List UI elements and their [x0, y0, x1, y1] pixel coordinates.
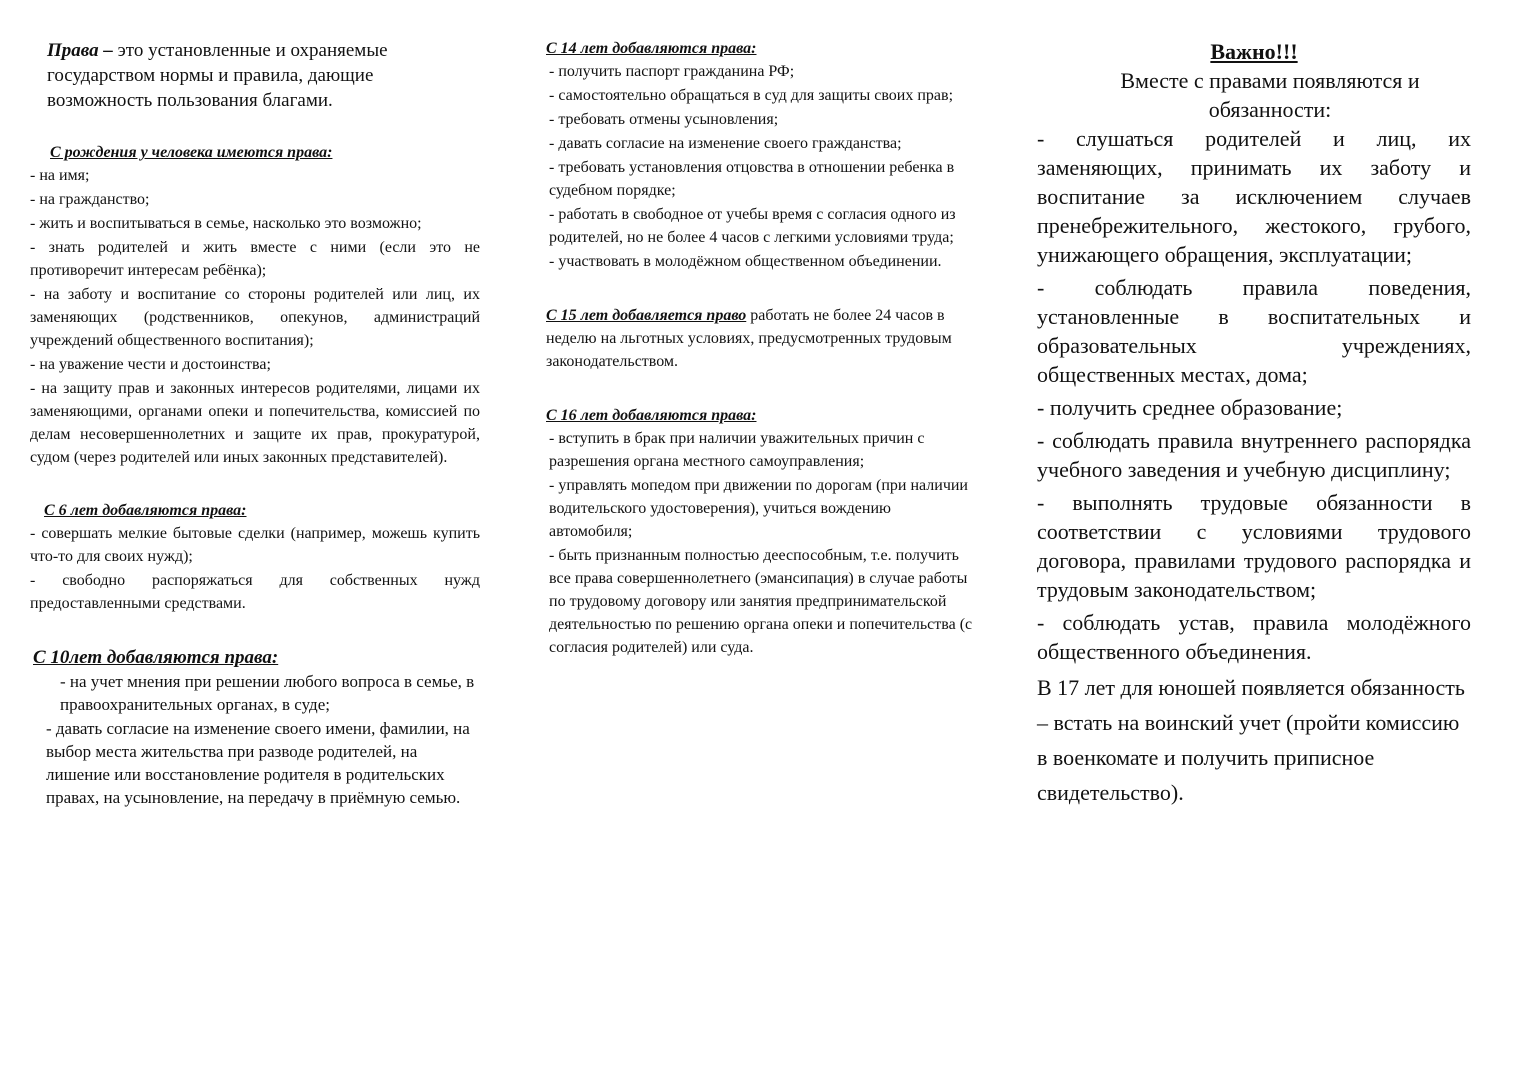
list-item: - давать согласие на изменение своего гражданства; [549, 135, 902, 152]
column-left [30, 0, 480, 810]
six-years-rights-list [30, 522, 480, 615]
fourteen-years-rights-list [546, 60, 978, 273]
list-item: - вступить в брак при наличии уважительных причин с разрешения органа местного самоуправления; [549, 430, 925, 470]
list-item: - выполнять трудовые обязанности в соответствии с условиями трудового договора, правилами трудового распорядка и трудовым законодательством; [1037, 490, 1471, 602]
ten-years-rights-list [30, 670, 480, 809]
list-item: - совершать мелкие бытовые сделки (например, можешь купить что-то для своих нужд); [30, 525, 480, 565]
section-heading-16-years: С 16 лет добавляются права: [546, 407, 757, 424]
list-item: - управлять мопедом при движении по дорогам (при наличии водительского удостоверения), учиться вождению автомобиля; [549, 477, 968, 540]
list-item: - свободно распоряжаться для собственных нужд предоставленными средствами. [30, 572, 480, 612]
military-registration-note: В 17 лет для юношей появляется обязанность – встать на воинский учет (пройти комиссию в военкомате и получить приписное свидетельство). [1037, 675, 1465, 805]
list-item: - самостоятельно обращаться в суд для защиты своих прав; [549, 87, 954, 104]
list-item: - знать родителей и жить вместе с ними (если это не противоречит интересам ребёнка); [30, 239, 480, 279]
list-item: - работать в свободное от учебы время с согласия одного из родителей, но не более 4 часов с легкими условиями труда; [549, 206, 956, 246]
section-heading-14-years: С 14 лет добавляются права: [546, 40, 757, 57]
list-item: - давать согласие на изменение своего имени, фамилии, на выбор места жительства при разводе родителей, на лишение или восстановление родителя в родительских правах, на усыновление, на передачу в приёмную семью. [46, 719, 470, 807]
duties-subtitle: Вместе с правами появляются и обязанности: [1120, 68, 1420, 122]
list-item: - быть признанным полностью дееспособным, т.е. получить все права совершеннолетнего (эмансипация) в случае работы по трудовому договору или занятия предпринимательской деятельностью по решению органа опеки и попечительства (с согласия родителей) или суда. [549, 547, 973, 656]
list-item: - получить среднее образование; [1037, 395, 1343, 420]
fifteen-years-paragraph [546, 304, 978, 373]
section-heading-birth: С рождения у человека имеются права: [50, 144, 333, 161]
birth-rights-list [30, 164, 480, 469]
list-item: - жить и воспитываться в семье, насколько это возможно; [30, 215, 422, 232]
list-item: - слушаться родителей и лиц, их заменяющих, принимать их заботу и воспитание за исключением случаев пренебрежительного, жестокого, грубого, унижающего обращения, эксплуатации; [1037, 126, 1471, 267]
list-item: - участвовать в молодёжном общественном объединении. [549, 253, 942, 270]
rights-term: Права – [47, 40, 113, 61]
section-heading-6-years: С 6 лет добавляются права: [44, 502, 247, 519]
fifteen-years-text: работать не более 24 часов в неделю на льготных условиях, предусмотренных трудовым законодательством. [546, 307, 952, 370]
list-item: - требовать установления отцовства в отношении ребенка в судебном порядке; [549, 159, 955, 199]
list-item: - на защиту прав и законных интересов родителями, лицами их заменяющими, органами опеки и попечительства, комиссией по делам несовершеннолетних и защите их прав, прокуратурой, судом (через родителей или иных законных представителей). [30, 380, 480, 466]
list-item: - соблюдать правила внутреннего распорядка учебного заведения и учебную дисциплину; [1037, 428, 1471, 482]
rights-definition-text: это установленные и охраняемые государством нормы и правила, дающие возможность пользования благами. [47, 40, 388, 111]
sixteen-years-rights-list [546, 427, 978, 659]
list-item: - соблюдать правила поведения, установленные в воспитательных и образовательных учреждениях, общественных местах, дома; [1037, 275, 1471, 387]
duties-list [1037, 124, 1471, 666]
list-item: - соблюдать устав, правила молодёжного общественного объединения. [1037, 610, 1471, 664]
list-item: - на уважение чести и достоинства; [30, 356, 271, 373]
list-item: - на имя; [30, 167, 90, 184]
list-item: - получить паспорт гражданина РФ; [549, 63, 795, 80]
rights-definition [30, 38, 480, 113]
important-heading: Важно!!! [1210, 39, 1298, 64]
column-middle [546, 0, 978, 660]
column-right [1037, 0, 1471, 810]
list-item: - на заботу и воспитание со стороны родителей или лиц, их заменяющих (родственников, опекунов, администраций учреждений общественного воспитания); [30, 286, 480, 349]
list-item: - на гражданство; [30, 191, 150, 208]
section-heading-10-years: С 10лет добавляются права: [33, 647, 279, 668]
list-item: - требовать отмены усыновления; [549, 111, 779, 128]
section-heading-15-years: С 15 лет добавляется право [546, 307, 747, 324]
list-item: - на учет мнения при решении любого вопроса в семье, в правоохранительных органах, в суде; [60, 672, 475, 714]
